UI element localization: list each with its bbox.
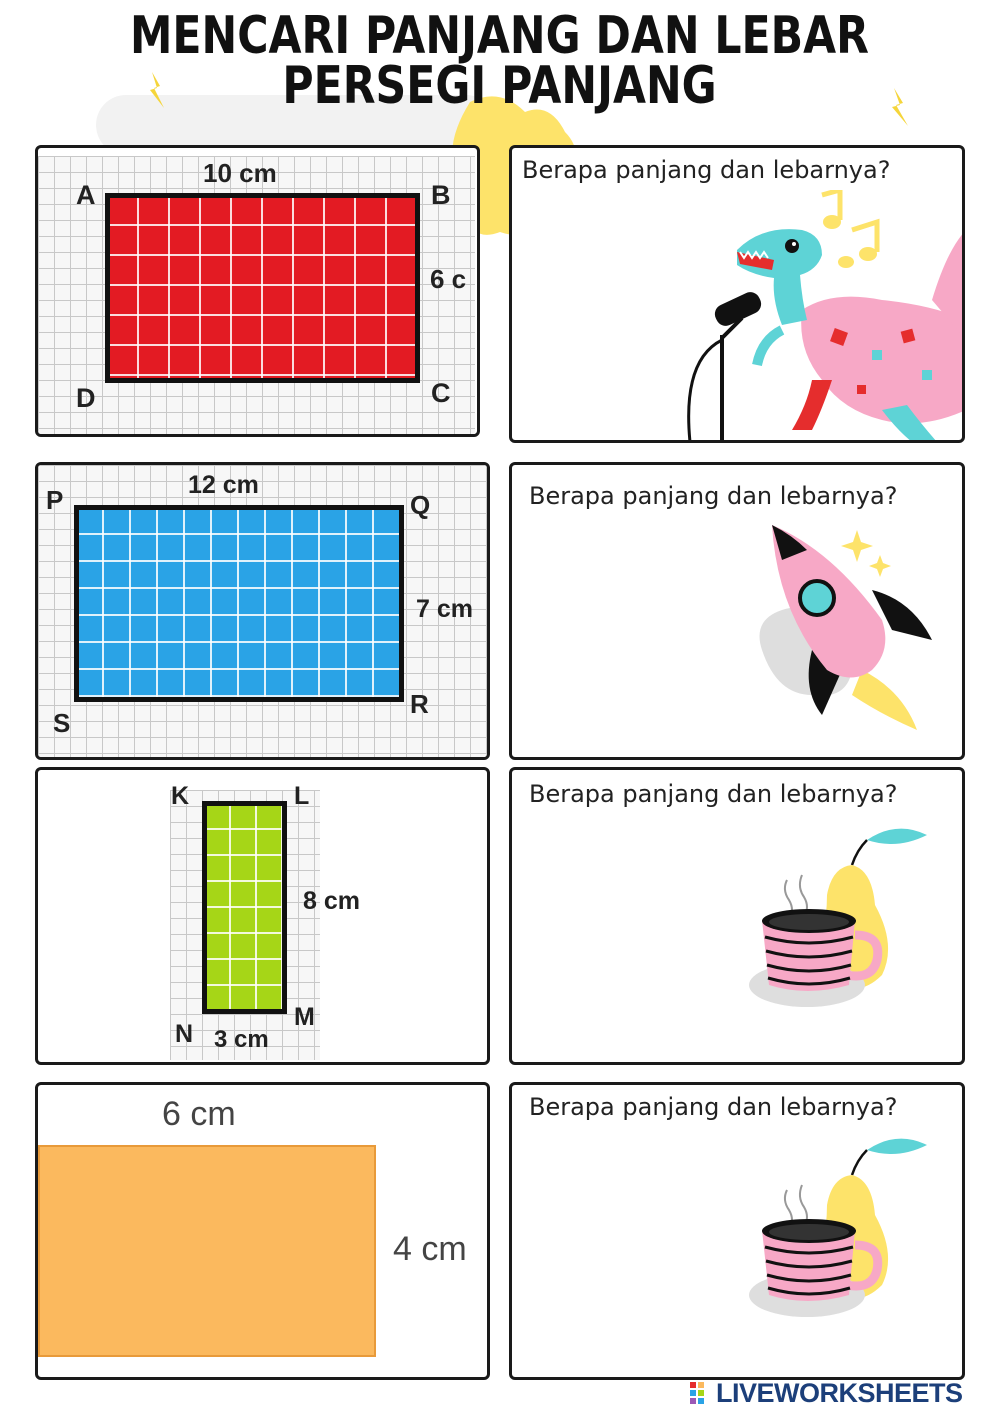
vertex-label-m: M [294, 1003, 315, 1031]
vertex-label-d: D [76, 383, 96, 413]
page-title-line-1: MENCARI PANJANG DAN LEBAR [129, 6, 870, 66]
length-label: 6 cm [162, 1095, 236, 1133]
page-title-line-2: PERSEGI PANJANG [282, 56, 717, 116]
question-panel-3 [509, 767, 965, 1065]
singing-dinosaur-icon [682, 190, 965, 442]
vertex-label-r: R [410, 689, 429, 719]
vertex-label-n: N [175, 1020, 194, 1048]
length-label: 10 cm [203, 158, 277, 188]
width-label: 8 cm [303, 887, 360, 915]
width-label: 6 c [430, 264, 467, 294]
width-label: 7 cm [416, 595, 473, 623]
question-text: Berapa panjang dan lebarnya? [529, 1093, 898, 1121]
bottom-label: 3 cm [214, 1026, 269, 1053]
question-text: Berapa panjang dan lebarnya? [529, 780, 898, 808]
width-label: 4 cm [393, 1230, 467, 1268]
pear-and-cup-icon [747, 825, 937, 1015]
vertex-label-b: B [431, 180, 451, 210]
shape-panel-4 [35, 1082, 490, 1380]
vertex-label-l: L [294, 782, 310, 810]
orange-rectangle [38, 1145, 376, 1357]
shape-panel-3 [35, 767, 490, 1065]
question-panel-2 [509, 462, 965, 760]
liveworksheets-logo-icon [690, 1382, 712, 1406]
footer-brand[interactable]: LIVEWORKSHEETS [716, 1378, 963, 1408]
vertex-label-p: P [46, 485, 64, 515]
vertex-label-k: K [171, 782, 190, 810]
shape-panel-2 [35, 462, 490, 760]
question-panel-4 [509, 1082, 965, 1380]
question-panel-1 [509, 145, 965, 443]
vertex-label-q: Q [410, 490, 431, 520]
question-text: Berapa panjang dan lebarnya? [522, 156, 891, 184]
green-rectangle-klmn [202, 801, 287, 1014]
vertex-label-s: S [53, 708, 71, 738]
rocket-icon [752, 520, 952, 735]
vertex-label-c: C [431, 378, 451, 408]
red-rectangle-abcd [105, 193, 420, 383]
question-text: Berapa panjang dan lebarnya? [529, 482, 898, 510]
vertex-label-a: A [76, 180, 96, 210]
blue-rectangle-pqrs [74, 505, 404, 702]
length-label: 12 cm [188, 471, 259, 499]
shape-panel-1 [35, 145, 480, 437]
pear-and-cup-icon [747, 1135, 937, 1325]
